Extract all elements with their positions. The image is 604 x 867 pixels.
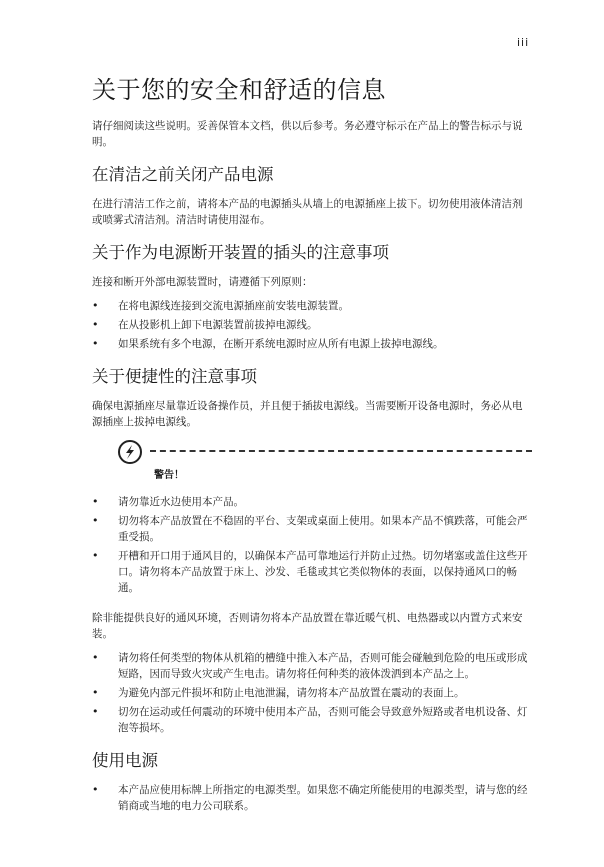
list-item: • 为避免内部元件损坏和防止电池泄漏，请勿将本产品放置在震动的表面上。 [92,685,528,701]
warning-lightning-icon [118,440,142,464]
intro-paragraph: 请仔细阅读这些说明。妥善保管本文档，供以后参考。务必遵守标示在产品上的警告标示与说明。 [92,120,523,148]
section-heading-power: 使用电源 [92,751,158,770]
warning-label: 警告！ [154,470,184,481]
bullet-list-safety [92,650,528,736]
list-item: • 本产品应使用标牌上所指定的电源类型。如果您不确定所能使用的电源类型，请与您的经销商或当地的电力公司联系。 [92,782,528,814]
warning-divider [150,450,532,452]
list-item: • 请勿靠近水边使用本产品。 [92,494,528,510]
section-paragraph-plug: 连接和断开外部电源装置时，请遵循下列原则： [92,276,313,288]
bullet-list-power [92,782,528,814]
section-paragraph-cleaning: 在进行清洁工作之前，请将本产品的电源插头从墙上的电源插座上拔下。切勿使用液体清洁剂或喷雾式清洁剂。清洁时请使用湿布。 [92,198,523,226]
page-title: 关于您的安全和舒适的信息 [92,76,386,104]
section-paragraph-accessibility: 确保电源插座尽量靠近设备操作员，并且便于插拔电源线。当需要断开设备电源时，务必从电源插座上拔掉电源线。 [92,400,523,428]
list-item: • 在从投影机上卸下电源装置前拔掉电源线。 [92,317,528,333]
bullet-list-plug [92,298,528,352]
bullet-list-warnings [92,494,528,596]
list-item: • 在将电源线连接到交流电源插座前安装电源装置。 [92,298,528,314]
warning-callout [92,438,528,481]
document-body [92,74,528,817]
list-item: • 如果系统有多个电源，在断开系统电源时应从所有电源上拔掉电源线。 [92,336,528,352]
ventilation-paragraph: 除非能提供良好的通风环境，否则请勿将本产品放置在靠近暖气机、电热器或以内置方式来安装。 [92,612,523,640]
section-heading-plug: 关于作为电源断开装置的插头的注意事项 [92,243,389,262]
list-item: • 开槽和开口用于通风目的，以确保本产品可靠地运行并防止过热。切勿堵塞或盖住这些开口。请勿将本产品放置于床上、沙发、毛毯或其它类似物体的表面，以保持通风口的畅通。 [92,548,528,596]
list-item: • 切勿在运动或任何震动的环境中使用本产品，否则可能会导致意外短路或者电机设备、灯泡等损坏。 [92,704,528,736]
section-heading-accessibility: 关于便捷性的注意事项 [92,367,257,386]
list-item: • 切勿将本产品放置在不稳固的平台、支架或桌面上使用。如果本产品不慎跌落，可能会严重受损。 [92,513,528,545]
list-item: • 请勿将任何类型的物体从机箱的槽缝中推入本产品，否则可能会碰触到危险的电压或形成短路，因而导致火灾或产生电击。请勿将任何种类的液体泼洒到本产品之上。 [92,650,528,682]
section-heading-cleaning: 在清洁之前关闭产品电源 [92,165,274,184]
page-number: iii [517,36,530,49]
